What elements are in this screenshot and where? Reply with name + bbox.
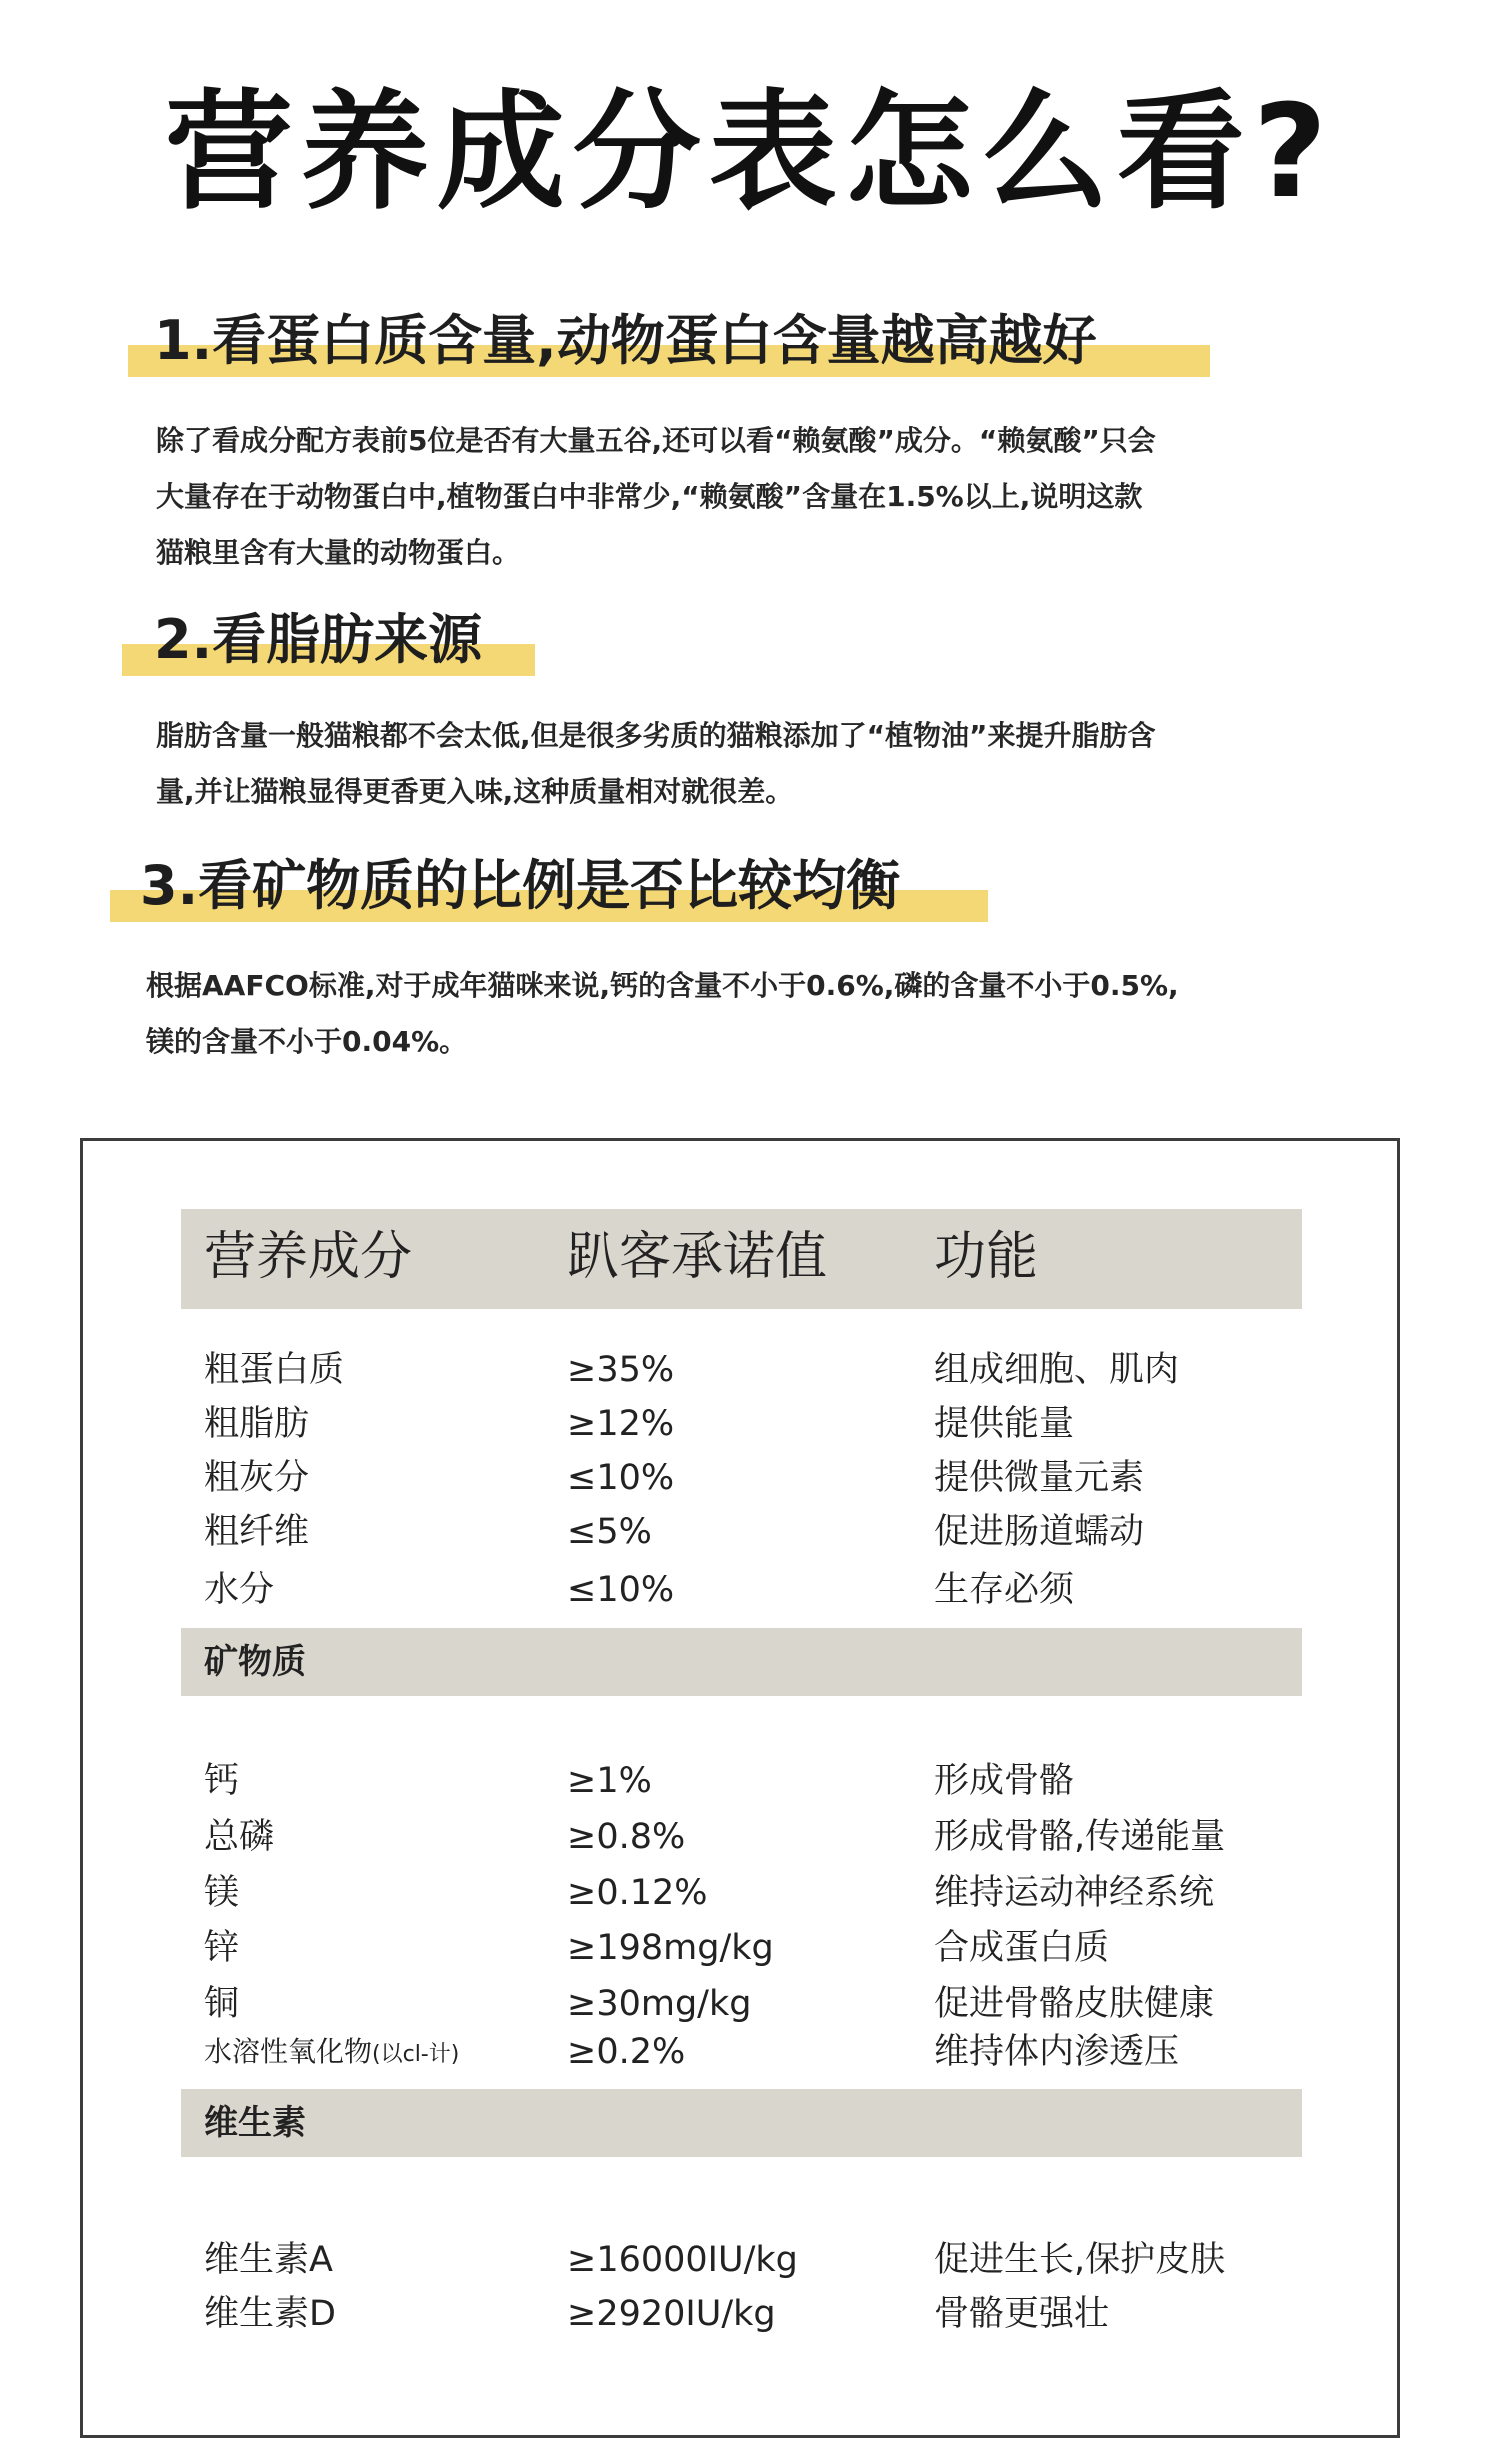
table-cell-function: 维持运动神经系统 <box>934 1873 1215 1913</box>
table-cell-name: 总磷 <box>204 1817 275 1857</box>
table-cell-name <box>204 2030 459 2077</box>
table-cell-value: ≥1% <box>567 1761 652 1801</box>
column-header-value: 趴客承诺值 <box>567 1227 828 1287</box>
table-cell-function: 促进生长,保护皮肤 <box>934 2240 1226 2280</box>
minerals-section-band <box>181 1628 1302 1696</box>
table-cell-function: 组成细胞、肌肉 <box>934 1350 1180 1390</box>
vitamins-section-label: 维生素 <box>204 2103 306 2143</box>
table-cell-value: ≥35% <box>567 1350 675 1390</box>
table-cell-value: ≥0.12% <box>567 1873 708 1913</box>
table-cell-name: 铜 <box>204 1984 240 2024</box>
table-cell-function: 促进骨骼皮肤健康 <box>934 1984 1215 2024</box>
table-cell-function: 提供能量 <box>934 1404 1075 1444</box>
table-cell-value: ≤5% <box>567 1512 652 1552</box>
table-cell-name-text: 水溶性氧化物 <box>204 2035 373 2068</box>
table-cell-name: 维生素D <box>204 2294 336 2334</box>
table-cell-function: 骨骼更强壮 <box>934 2294 1110 2334</box>
minerals-section-label: 矿物质 <box>204 1642 306 1682</box>
table-cell-value: ≤10% <box>567 1458 675 1498</box>
table-cell-value: ≤10% <box>567 1570 675 1610</box>
table-cell-function: 合成蛋白质 <box>934 1928 1110 1968</box>
section-text-line: 大量存在于动物蛋白中,植物蛋白中非常少,“赖氨酸”含量在1.5%以上,说明这款 <box>156 480 1143 513</box>
section-heading-protein: 1.看蛋白质含量,动物蛋白含量越高越好 <box>154 309 1097 372</box>
table-cell-value: ≥30mg/kg <box>567 1984 752 2024</box>
section-text-line: 脂肪含量一般猫粮都不会太低,但是很多劣质的猫粮添加了“植物油”来提升脂肪含 <box>156 719 1156 752</box>
table-cell-name: 粗纤维 <box>204 1512 310 1552</box>
section-heading-minerals: 3.看矿物质的比例是否比较均衡 <box>140 854 901 917</box>
table-cell-function: 提供微量元素 <box>934 1458 1145 1498</box>
section-text-line: 除了看成分配方表前5位是否有大量五谷,还可以看“赖氨酸”成分。“赖氨酸”只会 <box>156 424 1156 457</box>
table-cell-value: ≥0.2% <box>567 2032 686 2072</box>
vitamins-section-band <box>181 2089 1302 2157</box>
table-cell-name: 钙 <box>204 1761 240 1801</box>
table-cell-value: ≥16000IU/kg <box>567 2240 798 2280</box>
table-cell-value: ≥0.8% <box>567 1817 686 1857</box>
column-header-function: 功能 <box>934 1227 1039 1287</box>
page-title: 营养成分表怎么看? <box>164 78 1336 227</box>
table-cell-value: ≥12% <box>567 1404 675 1444</box>
table-cell-name-note: (以cl-计) <box>372 2042 460 2067</box>
table-cell-name: 粗蛋白质 <box>204 1350 345 1390</box>
table-cell-function: 形成骨骼,传递能量 <box>934 1817 1226 1857</box>
table-cell-name: 维生素A <box>204 2240 333 2280</box>
table-cell-function: 维持体内渗透压 <box>934 2032 1180 2072</box>
section-text-line: 根据AAFCO标准,对于成年猫咪来说,钙的含量不小于0.6%,磷的含量不小于0.5%, <box>146 969 1179 1002</box>
table-cell-name: 粗脂肪 <box>204 1404 310 1444</box>
section-text-line: 猫粮里含有大量的动物蛋白。 <box>156 536 521 569</box>
table-cell-name: 镁 <box>204 1873 240 1913</box>
table-cell-value: ≥198mg/kg <box>567 1928 774 1968</box>
table-cell-function: 形成骨骼 <box>934 1761 1075 1801</box>
section-text-line: 量,并让猫粮显得更香更入味,这种质量相对就很差。 <box>156 775 794 808</box>
table-cell-name: 粗灰分 <box>204 1458 310 1498</box>
table-cell-function: 促进肠道蠕动 <box>934 1512 1145 1552</box>
table-cell-name: 水分 <box>204 1570 275 1610</box>
section-text-line: 镁的含量不小于0.04%。 <box>146 1025 468 1058</box>
table-cell-function: 生存必须 <box>934 1570 1075 1610</box>
column-header-nutrient: 营养成分 <box>204 1227 413 1287</box>
section-heading-fat: 2.看脂肪来源 <box>154 608 483 671</box>
table-cell-name: 锌 <box>204 1928 240 1968</box>
table-cell-value: ≥2920IU/kg <box>567 2294 776 2334</box>
